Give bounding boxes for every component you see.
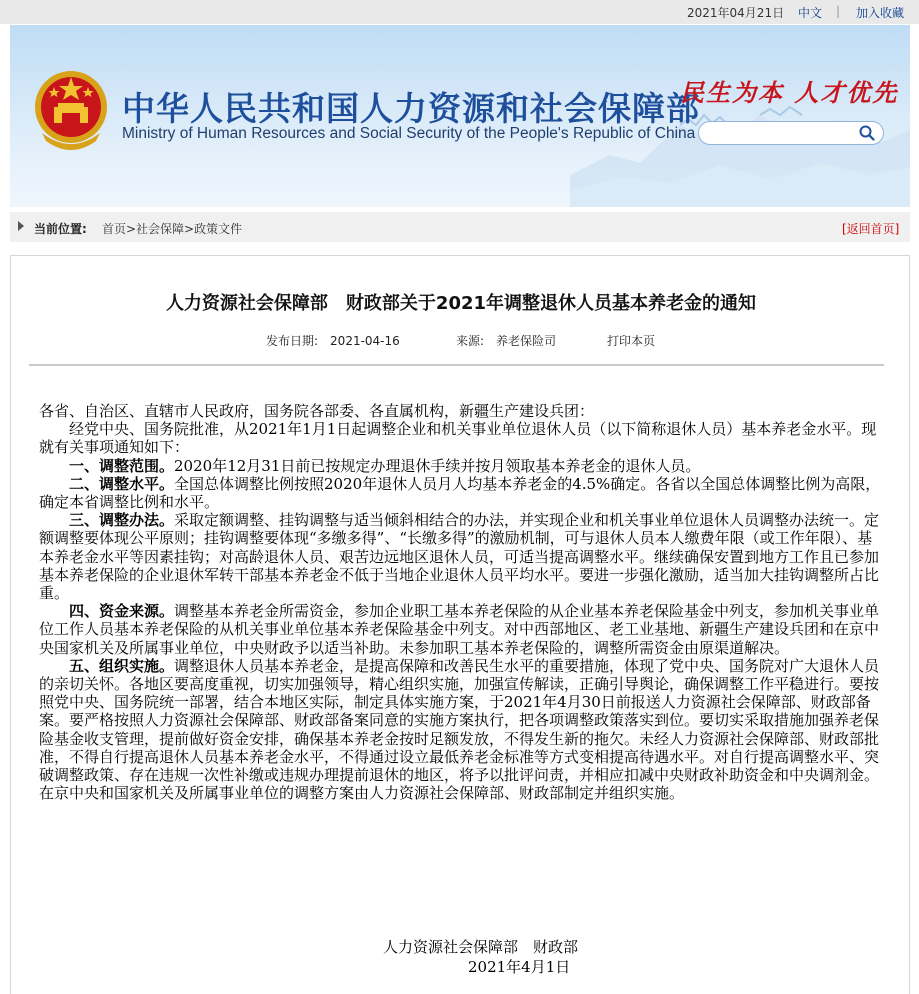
add-favorite-link[interactable]: 加入收藏 [856,6,905,20]
section-text: 全国总体调整比例按照2020年退休人员月人均基本养老金的4.5%确定。各省以全国总体调整比例为高限，确定本省调整比例和水平。 [39,474,881,512]
section-heading: 二、调整水平。 [69,474,175,493]
section-paragraph [39,602,887,657]
site-header-banner [10,25,910,207]
ministry-english-name: Ministry of Human Resources and Social Security of the People's Republic of China [122,125,696,142]
ministry-chinese-name: 中华人民共和国人力资源和社会保障部 [122,89,700,128]
print-page-link[interactable]: 打印本页 [607,334,656,348]
article-title: 人力资源社会保障部 财政部关于2021年调整退休人员基本养老金的通知 [165,293,757,314]
separator: | [836,4,841,18]
article-panel [10,255,910,994]
section-text: 调整基本养老金所需资金，参加企业职工基本养老保险的从企业基本养老保险基金中列支，参加机关事业单位工作人员基本养老保险的从机关事业单位基本养老保险基金中列支。对中西部地区、老工业基地、新疆生产建设兵团和在京中央国家机关及所属事业单位，中央财政予以适当补助。未参加职工基本养老保险的，调整所需资金由原渠道解决。 [39,602,880,657]
signatory: 人力资源社会保障部 财政部 [383,938,579,956]
title-divider [29,364,884,366]
breadcrumb-arrow-icon [18,221,24,231]
slogan: 民生为本 人才优先 [680,78,899,107]
section-paragraph [39,511,887,602]
section-text: 调整退休人员基本养老金，是提高保障和改善民生水平的重要措施，体现了党中央、国务院对广大退休人员的亲切关怀。各地区要高度重视，切实加强领导，精心组织实施，加强宣传解读，正确引导舆论，确保调整工作平稳进行。要按照党中央、国务院统一部署，结合本地区实际，制定具体实施方案，于2021年4月30日前报送人力资源社会保障部、财政部备案。要严格按照人力资源社会保障部、财政部备案同意的实施方案执行，把各项调整政策落实到位。要切实采取措施加强养老保险基金收支管理，提前做好资金安排，确保基本养老金按时足额发放，不得发生新的拖欠。未经人力资源社会保障部、财政部批准，不得自行提高退休人员基本养老金水平，不得通过设立最低养老金标准等方式变相提高待遇水平。对自行提高调整水平、突破调整政策、存在违规一次性补缴或违规办理提前退休的地区，将予以批评问责，并相应扣减中央财政补助资金和中央调剂金。在京中央和国家机关及所属事业单位的调整方案由人力资源社会保障部、财政部制定并组织实施。 [39,656,880,803]
section-heading: 一、调整范围。 [69,456,175,475]
top-utility-bar [0,0,919,24]
breadcrumb [10,212,910,242]
back-home-link[interactable]: [返回首页] [842,222,900,236]
article-body [39,402,887,802]
section-heading: 五、组织实施。 [69,656,175,675]
signature-date: 2021年4月1日 [468,958,571,976]
search-icon[interactable] [859,125,875,141]
section-paragraph [39,475,887,511]
publish-date: 发布日期: 2021-04-16 [266,334,400,348]
national-emblem-icon [32,63,110,159]
section-text: 采取定额调整、挂钩调整与适当倾斜相结合的办法，并实现企业和机关事业单位退休人员调整办法统一。定额调整要体现公平原则；挂钩调整要体现“多缴多得”、“长缴多得”的激励机制，可与退休人员本人缴费年限（或工作年限）、基本养老金水平等因素挂钩；对高龄退休人员、艰苦边远地区退休人员，可适当提高调整水平。继续确保安置到地方工作且已参加基本养老保险的企业退休军转干部基本养老金不低于当地企业退休人员平均水平。要进一步强化激励，适当加大挂钩调整所占比重。 [39,511,880,603]
current-date: 2021年04月21日 [687,6,785,20]
section-paragraph [39,657,887,803]
breadcrumb-label: 当前位置: [34,222,87,236]
article-source: 来源: 养老保险司 [456,334,557,348]
section-text: 2020年12月31日前已按规定办理退休手续并按月领取基本养老金的退休人员。 [174,456,701,475]
section-paragraph [39,457,887,475]
intro-paragraph: 经党中央、国务院批准，从2021年1月1日起调整企业和机关事业单位退休人员（以下简称退休人员）基本养老金水平。现就有关事项通知如下： [39,420,877,457]
search-box[interactable] [698,121,884,145]
section-heading: 三、调整办法。 [69,511,175,530]
salutation: 各省、自治区、直辖市人民政府，国务院各部委、各直属机构，新疆生产建设兵团： [39,402,595,420]
search-input[interactable] [709,125,849,141]
breadcrumb-path[interactable]: 首页>社会保障>政策文件 [102,222,243,236]
section-heading: 四、资金来源。 [69,602,175,621]
language-link[interactable]: 中文 [798,6,823,20]
